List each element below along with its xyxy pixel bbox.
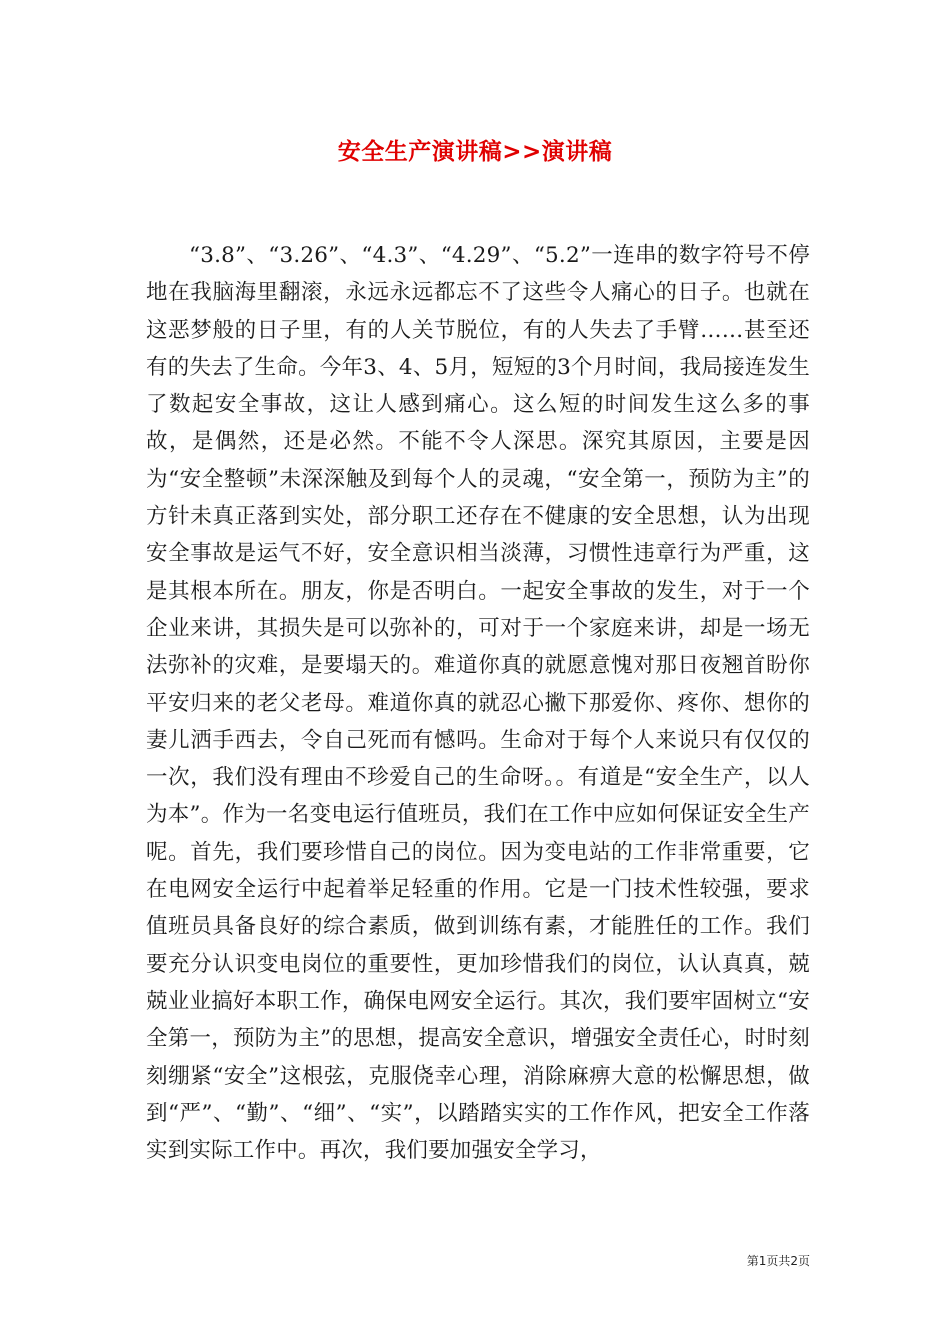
document-body: “3.8”、“3.26”、“4.3”、“4.29”、“5.2”一连串的数字符号不停地在我脑海里翻滚，永远永远都忘不了这些令人痛心的日子。也就在这恶梦般的日子里，有的人关节脱位，有的人失去了手臂……甚至还有的失去了生命。今年3、4、5月，短短的3个月时间，我局接连发生了数起安全事故，这让人感到痛心。这么短的时间发生这么多的事故，是偶然，还是必然。不能不令人深思。深究其原因，主要是因为“安全整顿”未深深触及到每个人的灵魂，“安全第一，预防为主”的方针未真正落到实处，部分职工还存在不健康的安全思想，认为出现安全事故是运气不好，安全意识相当淡薄，习惯性违章行为严重，这是其根本所在。朋友，你是否明白。一起安全事故的发生，对于一个企业来讲，其损失是可以弥补的，可对于一个家庭来讲，却是一场无法弥补的灾难，是要塌天的。难道你真的就愿意愧对那日夜翘首盼你平安归来的老父老母。难道你真的就忍心撇下那爱你、疼你、想你的妻儿洒手西去，令自己死而有憾吗。生命对于每个人来说只有仅仅的一次，我们没有理由不珍爱自己的生命呀。。有道是“安全生产，以人为本”。作为一名变电运行值班员，我们在工作中应如何保证安全生产呢。首先，我们要珍惜自己的岗位。因为变电站的工作非常重要，它在电网安全运行中起着举足轻重的作用。它是一门技术性较强，要求值班员具备良好的综合素质，做到训练有素，才能胜任的工作。我们要充分认识变电岗位的重要性，更加珍惜我们的岗位，认认真真，兢兢业业搞好本职工作，确保电网安全运行。其次，我们要牢固树立“安全第一，预防为主”的思想，提高安全意识，增强安全责任心，时时刻刻绷紧“安全”这根弦，克服侥幸心理，消除麻痹大意的松懈思想，做到“严”、“勤”、“细”、“实”，以踏踏实实的工作作风，把安全工作落实到实际工作中。再次，我们要加强安全学习， [146, 243, 810, 1164]
document-title: 安全生产演讲稿>>演讲稿 [337, 139, 613, 165]
page-number: 第1页共2页 [746, 1254, 810, 1268]
